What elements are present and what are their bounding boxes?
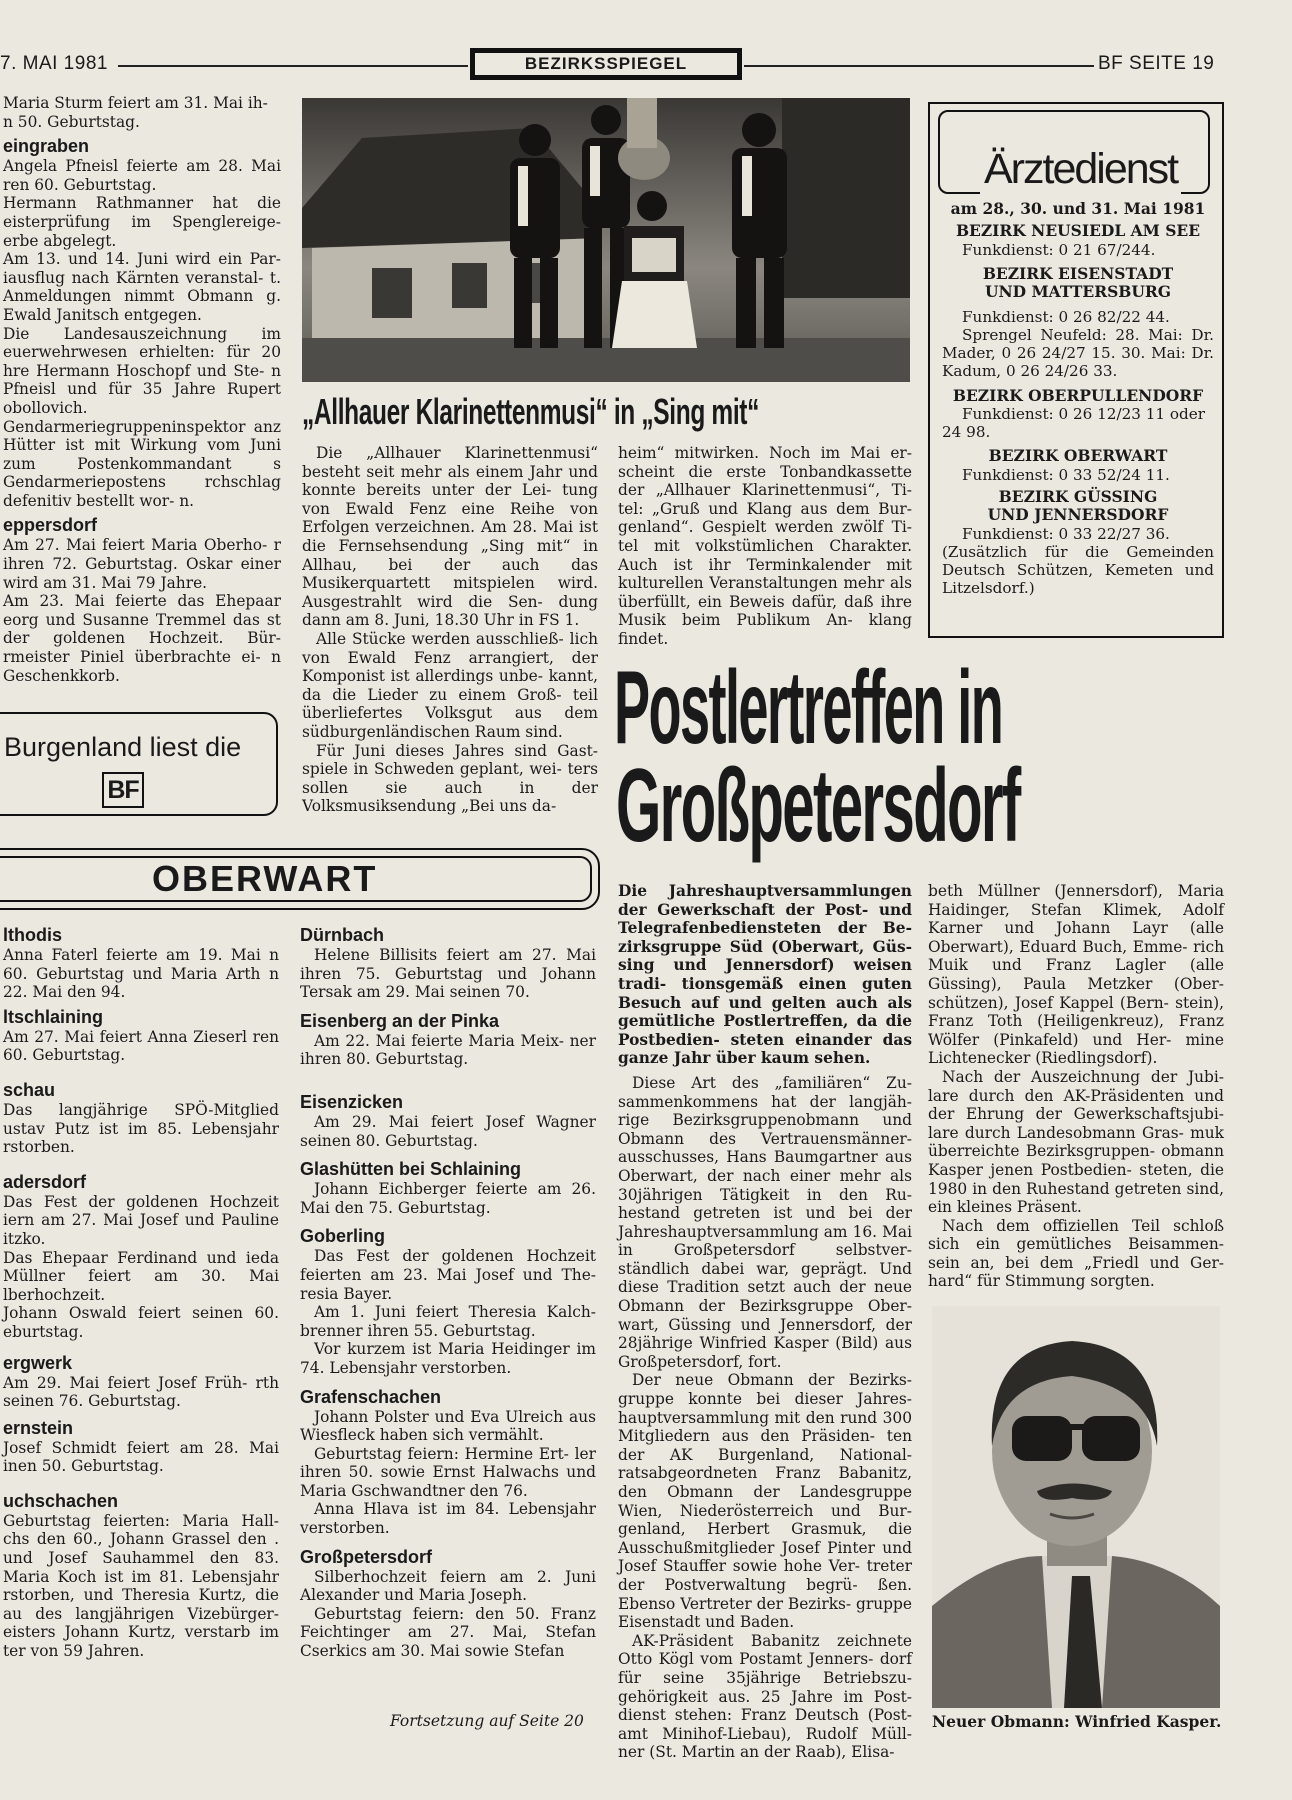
kasper-photo [932,1306,1220,1708]
article-paragraph: Das Fest der goldenen Hochzeit iern am 27. Mai Josef und Pauline itzko. [3,1192,279,1248]
article-paragraph: Josef Schmidt feiert am 28. Mai inen 50. Geburtstag. [3,1438,279,1476]
article-paragraph: Der neue Obmann der Bezirks- gruppe konnte bei dieser Jahres- hauptversammlung mit den rund 300 Mitgliedern aus den Präsiden- ten der AK Burgenland, National- ratsabgeordneten Franz Babanitz, den Obmann der Landesgruppe Wien, Niederösterreich und Bur- genland, Herbert Grasmuk, die Ausschußmitglieder Josef Pinter und Josef Stauffer sowie hohe Ver- treter der Postverwaltung begrü- ßen. Ebenso Vertreter der Bezirks- gruppe Eisenstadt und Baden. [618,1371,912,1632]
section-label: BEZIRKSSPIEGEL [524,54,688,73]
article-paragraph: AK-Präsident Babanitz zeichnete Otto Kögl vom Postamt Jenners- dorf für seine 35jährige Betriebszu- gehörigkeit aus. 25 Jahre im Post- dienst stehen: Franz Deutsch (Post- amt Minihof-Liebau), Rudolf Müll- ner (St. Martin an der Raab), Elisa- [618,1631,912,1762]
section-heading: ltschlaining [3,1006,104,1027]
article-paragraph: Diese Art des „familiären“ Zu- sammenkommens hat der langjäh- rige Bezirksgruppenobmann und Obmann des Vertrauensmänner- ausschusses, Hans Baumgartner aus Oberwart, der nach einer mehr als 30jährigen Tätigkeit in den Ru- hestand getreten ist und bei der Jahreshauptversammlung am 16. Mai in Großpetersdorf selbstver- ständlich dabei war, geprägt. Und diese Tradition setzt auch der neue Obmann der Bezirksgruppe Ober- wart, Güssing und Jennersdorf, der 28jährige Winfried Kasper (Bild) aus Großpetersdorf, fort. [618,1073,912,1371]
header-section [470,48,742,80]
district-line: (Zusätzlich für die Gemeinden Deutsch Schützen, Kemeten und Litzelsdorf.) [942,543,1214,598]
article-paragraph: Hermann Rathmanner hat die eisterprüfung im Spenglereige- erbe abgelegt. [3,194,281,250]
article-paragraph: Am 27. Mai feiert Maria Oberho- r ihren 72. Geburtstag. Oskar einer wird am 31. Mai 79 Jahre. [3,536,281,592]
section-heading: Grafenschachen [300,1386,442,1407]
article-paragraph: Am 29. Mai feiert Josef Wagner seinen 80. Geburtstag. [300,1112,596,1150]
district-name: BEZIRK OBERWART [988,446,1168,466]
article-paragraph: Am 29. Mai feiert Josef Früh- rth seinen 76. Geburtstag. [3,1373,279,1411]
oberwart-left-column [3,924,279,1661]
article-paragraph: Die „Allhauer Klarinettenmusi“ besteht seit mehr als einem Jahr und konnte bereits unter der Lei- tung von Ewald Fenz eine Reihe von Erfolgen verzeichnen. Am 28. Mai ist die Fernsehsendung „Sing mit“ in Allhau, bei der auch das Musikerquartett mitspielen wird. Ausgestrahlt wird die Sen- dung dann am 8. Juni, 18.30 Uhr in FS 1. [302,444,598,630]
header-date: 7. MAI 1981 [0,53,108,74]
continued-note: Fortsetzung auf Seite 20 [390,1712,584,1730]
aerztedienst-dates: am 28., 30. und 31. Mai 1981 [950,199,1206,218]
postler-col-2 [928,882,1224,1291]
aerztedienst-box [928,102,1224,638]
header-rule-right [744,65,1094,67]
bf-ad-text: Burgenland liest die [4,732,242,762]
district-line: Funkdienst: 0 26 12/23 11 oder 24 98. [942,405,1205,442]
article-paragraph: Am 23. Mai feierte das Ehepaar eorg und Susanne Tremmel das st der goldenen Hochzeit. Bür- rmeister Piniel überbrachte ei- n Geschenkkorb. [3,592,281,685]
district-name: BEZIRK GÜSSING UND JENNERSDORF [987,487,1169,525]
article-paragraph: Am 13. und 14. Juni wird ein Par- iausflug nach Kärnten veranstal- t. Anmeldungen nimmt Obmann g. Ewald Janitsch entgegen. [3,250,281,324]
article-paragraph: Das langjährige SPÖ-Mitglied ustav Putz ist im 85. Lebensjahr rstorben. [3,1100,279,1157]
klarinetten-col-2 [618,444,912,649]
article-paragraph: Geburtstag feiern: Hermine Ert- ler ihren 50. sowie Ernst Halwachs und Maria Gschwandtner den 76. [300,1444,596,1500]
article-paragraph: Für Juni dieses Jahres sind Gast- spiele in Schweden geplant, wei- ters sollen sie auch in der Volksmusiksendung „Bei uns da- [302,741,598,816]
article-paragraph: Am 27. Mai feiert Anna Zieserl ren 60. Geburtstag. [3,1027,279,1065]
article-paragraph: Vor kurzem ist Maria Heidinger im 74. Lebensjahr verstorben. [300,1340,596,1377]
section-heading: lthodis [3,925,62,945]
left-top-column [3,94,281,685]
aerztedienst-title: Ärztedienst [980,144,1181,194]
header-page: BF SEITE 19 [1098,53,1215,74]
section-heading: adersdorf [3,1171,87,1192]
aerztedienst-content [942,200,1214,598]
article-paragraph: Das Ehepaar Ferdinand und ieda Müllner feiert am 30. Mai lberhochzeit. [3,1248,279,1304]
article-paragraph: Johann Oswald feiert seinen 60. eburtstag. [3,1304,279,1341]
article-paragraph: Nach der Auszeichnung der Jubi- lare durch den AK-Präsidenten und der Ehrung der Gewerkschaftsjubi- lare durch Landesobmann Gras- muk überreichte Bezirksgruppen- obmann Kasper jenen Postbedien- steten, die 1980 in den Ruhestand getreten sind, ein kleines Präsent. [928,1067,1224,1217]
intro-line-1: Maria Sturm feiert am 31. Mai ih- [3,94,268,112]
klarinetten-headline: „Allhauer Klarinettenmusi“ in „Sing mit“ [302,391,760,432]
article-paragraph: Silberhochzeit feiern am 2. Juni Alexander und Maria Joseph. [300,1567,596,1605]
article-paragraph: Angela Pfneisl feierte am 28. Mai ren 60. Geburtstag. [3,157,281,194]
district-name: BEZIRK EISENSTADT UND MATTERSBURG [982,264,1174,302]
klarinetten-col-1 [302,444,598,816]
section-heading: ernstein [3,1417,74,1438]
district-line: Funkdienst: 0 26 82/22 44. [962,307,1170,326]
district-line: Funkdienst: 0 33 52/24 11. [962,465,1170,484]
district-line: Funkdienst: 0 21 67/244. [962,240,1156,259]
article-paragraph: Alle Stücke werden ausschließ- lich von Ewald Fenz arrangiert, der Komponist ist allerdings unbe- kannt, da die Lieder zu einem Groß- teil überliefertes Volksgut aus dem südburgenländischen Raum sind. [302,629,598,741]
section-heading: eppersdorf [3,515,98,536]
intro-line-2: n 50. Geburtstag. [3,112,140,131]
postler-headline-1: Postlertreffen in [614,650,1003,766]
article-paragraph: Das Fest der goldenen Hochzeit feierten am 23. Mai Josef und The- resia Bayer. [300,1247,596,1303]
section-heading: ergwerk [3,1352,73,1373]
article-paragraph: Anna Hlava ist im 84. Lebensjahr verstorben. [300,1500,596,1538]
oberwart-banner-text: OBERWART [152,858,378,899]
section-heading: Goberling [300,1226,385,1247]
musicians-photo [302,98,910,382]
oberwart-mid-column [300,924,596,1661]
section-heading: Eisenberg an der Pinka [300,1010,500,1031]
oberwart-banner [0,848,600,910]
section-heading: uchschachen [3,1490,119,1511]
section-heading: Eisenzicken [300,1091,404,1112]
postler-headline-2: Großpetersdorf [616,748,1020,864]
district-line: Sprengel Neufeld: 28. Mai: Dr. Mader, 0 26 24/27 15. 30. Mai: Dr. Kadum, 0 26 24/26 33. [942,326,1214,381]
kasper-caption: Neuer Obmann: Winfried Kasper. [932,1712,1222,1731]
section-heading: Großpetersdorf [300,1546,433,1567]
postler-lead: Die Jahreshauptversammlungen der Gewerkschaft der Post- und Telegrafenbediensteten der Be- zirksgruppe Süd (Oberwart, Güs- sing und Jennersdorf) weisen tradi- tionsgemäß einen guten Besuch auf und gelten auch als gemütliche Postlertreffen, da die Postbedien- steten einander das ganze Jahr über kaum sehen. [618,882,912,1068]
article-paragraph: beth Müllner (Jennersdorf), Maria Haidinger, Stefan Klimek, Adolf Karner und Johann Layr (alle Oberwart), Eduard Buch, Emme- rich Muik und Franz Lagler (alle Güssing), Paula Metzker (Ober- schützen), Josef Kappel (Bern- stein), Franz Toth (Heiligenkreuz), Franz Wölfer (Pinkafeld) und Her- mine Lichtenecker (Riedlingsdorf). [928,882,1224,1068]
article-paragraph: Am 22. Mai feierte Maria Meix- ner ihren 80. Geburtstag. [300,1031,596,1069]
article-paragraph: Johann Polster und Eva Ulreich aus Wiesfleck haben sich vermählt. [300,1407,596,1445]
article-paragraph: Johann Eichberger feierte am 26. Mai den 75. Geburtstag. [300,1180,596,1217]
article-paragraph: heim“ mitwirken. Noch im Mai er- scheint die erste Tonbandkassette der „Allhauer Klarinettenmusi“, Ti- tel: „Gruß und Klang aus dem Bur- genland“. Gespielt werden zwölf Ti- tel mit volkstümlichen Charakter. Auch ist ihr Terminkalender mit kulturellen Veranstaltungen mehr als überfüllt, ein Beweis dafür, daß ihre Musik beim Publikum An- klang findet. [618,444,912,648]
article-paragraph: Nach dem offiziellen Teil schloß sich ein gemütliches Beisammen- sein an, bei dem „Friedl und Ger- hard“ für Stimmung sorgten. [928,1216,1224,1291]
section-heading: Dürnbach [300,925,385,945]
article-paragraph: Am 1. Juni feiert Theresia Kalch- brenner ihren 55. Geburtstag. [300,1303,596,1340]
article-paragraph: Geburtstag feiern: den 50. Franz Feichtinger am 27. Mai, Stefan Cserkics am 30. Mai sowie Stefan [300,1604,596,1661]
district-name: BEZIRK NEUSIEDL AM SEE [955,221,1201,241]
musicians-photo-image [302,98,910,382]
article-paragraph: Geburtstag feierten: Maria Hall- chs den 60., Johann Grassel den . und Josef Sauhammel den 83. Maria Koch ist im 81. Lebensjahr rstorben, und Theresia Kurtz, die au des langjährigen Vizebürger- eisters Johann Kurtz, verstarb im ter von 59 Jahren. [3,1511,279,1661]
section-heading: Glashütten bei Schlaining [300,1159,522,1180]
kasper-portrait [932,1306,1220,1708]
section-heading: schau [3,1079,56,1100]
article-paragraph: Gendarmeriegruppeninspektor anz Hütter ist mit Wirkung vom Juni zum Postenkommandant s Gendarmeriepostens rchschlag defenitiv bestellt wor- n. [3,417,281,510]
article-paragraph: Die Landesauszeichnung im euerwehrwesen erhielten: für 20 hre Hermann Hoschopf und Ste- n Pfneisl und für 35 Jahre Rupert obollovich. [3,324,281,417]
district-line: Funkdienst: 0 33 22/27 36. [962,524,1170,543]
postler-col-1 [618,882,912,1762]
district-name: BEZIRK OBERPULLENDORF [952,385,1204,405]
bf-ad-box [0,712,278,816]
article-paragraph: Anna Faterl feierte am 19. Mai n 60. Geburtstag und Maria Arth n 22. Mai den 94. [3,946,279,1002]
bf-logo [102,772,144,808]
article-paragraph: Helene Billisits feiert am 27. Mai ihren 75. Geburtstag und Johann Tersak am 29. Mai seinen 70. [300,946,596,1002]
section-heading: eingraben [3,136,90,157]
header-rule-left [118,65,468,67]
bf-logo-text: BF [107,775,139,804]
